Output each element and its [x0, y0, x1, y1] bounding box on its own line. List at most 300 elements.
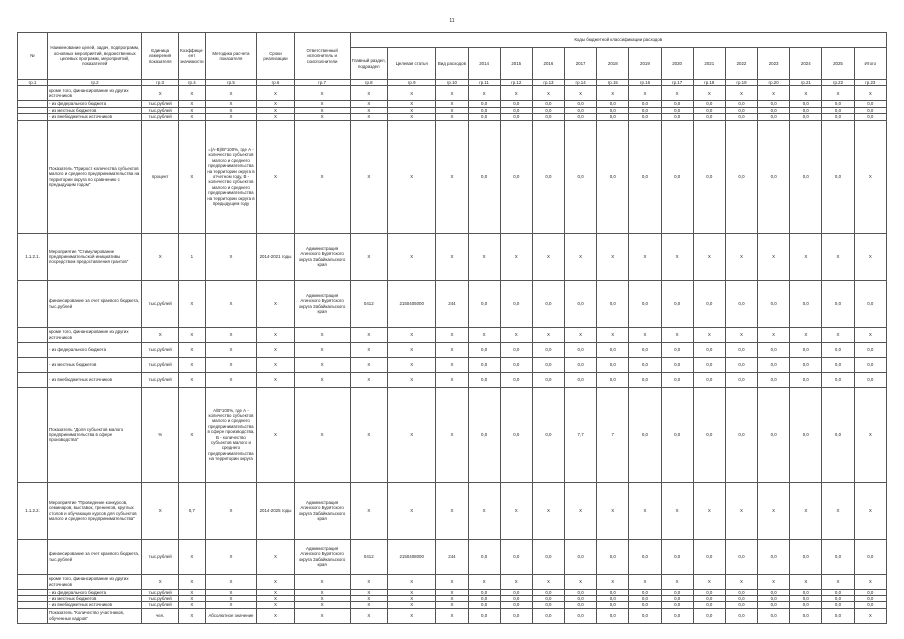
table-cell: 0,0: [758, 387, 790, 482]
row-name-cell: Мероприятие "Стимулирование предпринимательской инициативы посредством предоставления грантов": [48, 233, 142, 280]
table-cell: 0,0: [693, 107, 725, 113]
table-cell: 0,0: [661, 114, 693, 120]
program-table: [17, 32, 887, 624]
table-cell: 0,0: [661, 539, 693, 574]
row-number-cell: [18, 327, 48, 342]
table-cell: X: [854, 233, 886, 280]
table-cell: 0,0: [693, 372, 725, 387]
table-cell: 0,0: [725, 101, 757, 107]
table-cell: 1: [178, 233, 205, 280]
table-cell: X: [257, 574, 295, 589]
table-cell: X: [388, 120, 436, 233]
table-cell: X: [294, 101, 350, 107]
table-cell: 0,0: [725, 120, 757, 233]
table-cell: X: [178, 602, 205, 608]
table-cell: 0,0: [758, 342, 790, 357]
col-year: 2015: [500, 48, 532, 80]
table-cell: X: [790, 482, 822, 539]
column-number: гр.18: [693, 80, 725, 86]
table-cell: 0,0: [693, 101, 725, 107]
table-cell: 0412: [350, 280, 388, 327]
table-cell: 0,0: [758, 357, 790, 372]
table-cell: 0,0: [822, 372, 854, 387]
table-cell: 0,0: [758, 602, 790, 608]
table-cell: 0,0: [468, 589, 500, 595]
table-cell: 0,0: [758, 107, 790, 113]
table-cell: 0,0: [500, 107, 532, 113]
table-cell: X: [350, 387, 388, 482]
table-cell: X: [790, 327, 822, 342]
table-cell: X: [178, 608, 205, 623]
table-cell: X: [388, 387, 436, 482]
table-cell: 0,0: [629, 357, 661, 372]
table-cell: X: [790, 233, 822, 280]
row-number-cell: [18, 372, 48, 387]
table-cell: 0,0: [629, 114, 661, 120]
table-cell: X: [854, 120, 886, 233]
table-cell: 0,0: [758, 114, 790, 120]
row-name-cell: кроме того, финансирование из других источников: [48, 327, 142, 342]
table-cell: X: [436, 327, 468, 342]
table-cell: X: [142, 482, 178, 539]
table-cell: тыс.рублей: [142, 357, 178, 372]
table-cell: Администрация Агинского Бурятского округа Забайкальского края: [294, 539, 350, 574]
table-cell: 0,0: [597, 596, 629, 602]
table-cell: 0,0: [661, 372, 693, 387]
row-name-cell: - из местных бюджетов: [48, 596, 142, 602]
table-cell: X: [257, 387, 295, 482]
table-cell: X: [205, 589, 256, 595]
table-cell: X: [629, 574, 661, 589]
table-cell: X: [178, 101, 205, 107]
table-cell: X: [597, 574, 629, 589]
table-cell: X: [758, 574, 790, 589]
col-year: 2024: [790, 48, 822, 80]
column-number: гр.6: [257, 80, 295, 86]
table-cell: 0,0: [661, 596, 693, 602]
table-cell: X: [388, 482, 436, 539]
table-cell: 0,0: [758, 280, 790, 327]
table-cell: 0,0: [854, 101, 886, 107]
table-cell: 0,0: [693, 357, 725, 372]
table-cell: X: [205, 233, 256, 280]
table-cell: X: [178, 342, 205, 357]
table-row: [18, 387, 887, 482]
table-cell: X: [294, 86, 350, 101]
table-cell: X: [532, 482, 564, 539]
table-cell: X: [205, 327, 256, 342]
table-cell: 0,0: [790, 539, 822, 574]
table-cell: X: [468, 574, 500, 589]
table-cell: X: [294, 589, 350, 595]
table-cell: X: [350, 86, 388, 101]
table-cell: X: [142, 233, 178, 280]
table-cell: X: [350, 372, 388, 387]
table-cell: X: [350, 589, 388, 595]
table-cell: X: [822, 574, 854, 589]
table-cell: 0,0: [693, 608, 725, 623]
table-cell: 0,0: [693, 114, 725, 120]
table-cell: 0,0: [565, 342, 597, 357]
table-cell: 0,0: [565, 120, 597, 233]
table-cell: 0,0: [597, 120, 629, 233]
table-cell: 0,0: [468, 372, 500, 387]
table-cell: 0,0: [661, 357, 693, 372]
table-cell: 0,0: [565, 539, 597, 574]
table-cell: 2014-2021 годы: [257, 233, 295, 280]
table-cell: X: [388, 342, 436, 357]
table-cell: X: [500, 233, 532, 280]
table-cell: 0,0: [597, 539, 629, 574]
table-cell: 0412: [350, 539, 388, 574]
table-cell: X: [388, 233, 436, 280]
table-cell: X: [436, 107, 468, 113]
table-cell: 0,0: [790, 107, 822, 113]
table-cell: X: [294, 342, 350, 357]
row-name-cell: кроме того, финансирование из других источников: [48, 86, 142, 101]
table-cell: X: [436, 233, 468, 280]
table-cell: 0,0: [822, 342, 854, 357]
table-cell: X: [725, 233, 757, 280]
table-cell: 0,0: [693, 539, 725, 574]
table-cell: X: [388, 357, 436, 372]
table-row: [18, 357, 887, 372]
table-cell: 0,0: [661, 280, 693, 327]
table-row: [18, 482, 887, 539]
table-cell: 0,0: [693, 387, 725, 482]
table-row: [18, 327, 887, 342]
column-number: гр.11: [468, 80, 500, 86]
table-cell: X: [693, 574, 725, 589]
table-cell: 0,0: [532, 372, 564, 387]
table-cell: X: [822, 86, 854, 101]
table-cell: 0,0: [565, 372, 597, 387]
table-cell: X: [388, 589, 436, 595]
table-cell: X: [790, 86, 822, 101]
table-cell: X: [436, 596, 468, 602]
col-year: 2014: [468, 48, 500, 80]
table-cell: 0,0: [854, 342, 886, 357]
table-cell: 0,0: [822, 589, 854, 595]
table-cell: X: [436, 589, 468, 595]
table-cell: 7: [597, 387, 629, 482]
table-cell: X: [178, 596, 205, 602]
table-cell: 0,0: [629, 107, 661, 113]
table-cell: 0,0: [565, 107, 597, 113]
table-cell: 0,0: [758, 372, 790, 387]
table-cell: 0,0: [532, 602, 564, 608]
table-cell: X: [436, 482, 468, 539]
column-number: гр.13: [532, 80, 564, 86]
table-cell: =(A-B)/B*100%, где А - количество субъектов малого и среднего предпринимательства на территории округа в отчетном году, В - количество субъектов малого и среднего предпринимательства на территории округа в предыдущем году: [205, 120, 256, 233]
table-cell: 0,0: [468, 120, 500, 233]
table-cell: X: [468, 482, 500, 539]
table-cell: X: [661, 482, 693, 539]
table-cell: 0,0: [693, 589, 725, 595]
column-number: гр.15: [597, 80, 629, 86]
table-cell: 0,7: [178, 482, 205, 539]
column-number: гр.1: [18, 80, 48, 86]
table-cell: X: [468, 327, 500, 342]
table-cell: 0,0: [532, 120, 564, 233]
table-cell: 0,0: [758, 101, 790, 107]
table-cell: X: [257, 107, 295, 113]
table-cell: X: [854, 86, 886, 101]
col-total: Итого: [854, 48, 886, 80]
table-cell: 0,0: [532, 539, 564, 574]
table-cell: 0,0: [661, 589, 693, 595]
table-cell: X: [500, 86, 532, 101]
table-cell: процент: [142, 120, 178, 233]
table-cell: 0,0: [565, 280, 597, 327]
table-cell: тыс.рублей: [142, 101, 178, 107]
table-cell: 0,0: [468, 342, 500, 357]
table-cell: 0,0: [822, 280, 854, 327]
table-cell: 0,0: [597, 589, 629, 595]
table-cell: X: [693, 86, 725, 101]
table-cell: X: [205, 482, 256, 539]
table-cell: 0,0: [822, 114, 854, 120]
table-cell: 0,0: [661, 101, 693, 107]
table-cell: X: [257, 372, 295, 387]
row-number-cell: [18, 86, 48, 101]
table-cell: 0,0: [500, 120, 532, 233]
table-cell: 7,7: [565, 387, 597, 482]
table-cell: 0,0: [854, 107, 886, 113]
table-cell: X: [388, 608, 436, 623]
table-cell: 0,0: [532, 342, 564, 357]
table-cell: X: [532, 574, 564, 589]
table-cell: 0,0: [565, 114, 597, 120]
table-cell: X: [294, 357, 350, 372]
table-cell: 0,0: [468, 101, 500, 107]
table-cell: 244: [436, 280, 468, 327]
table-cell: X: [629, 482, 661, 539]
table-cell: X: [388, 574, 436, 589]
table-cell: X: [436, 574, 468, 589]
table-cell: 0,0: [597, 602, 629, 608]
table-cell: тыс.рублей: [142, 107, 178, 113]
table-cell: X: [758, 327, 790, 342]
table-cell: X: [436, 357, 468, 372]
table-cell: X: [178, 280, 205, 327]
table-cell: 0,0: [500, 357, 532, 372]
column-number: гр.19: [725, 80, 757, 86]
row-name-cell: - из внебюджетных источников: [48, 602, 142, 608]
col-year: 2020: [661, 48, 693, 80]
table-cell: X: [436, 114, 468, 120]
table-cell: X: [629, 327, 661, 342]
table-cell: X: [350, 101, 388, 107]
table-cell: 0,0: [500, 539, 532, 574]
table-cell: 2014-2025 годы: [257, 482, 295, 539]
table-cell: X: [436, 120, 468, 233]
table-cell: 0,0: [661, 608, 693, 623]
row-name-cell: Показатель "Количество участников, обученных кадров": [48, 608, 142, 623]
table-cell: 0,0: [822, 608, 854, 623]
table-cell: X: [661, 327, 693, 342]
table-row: [18, 342, 887, 357]
col-year: 2025: [822, 48, 854, 80]
table-cell: X: [142, 327, 178, 342]
table-cell: X: [758, 482, 790, 539]
col-unit: Единица измерения показателя: [142, 33, 178, 80]
table-cell: X: [822, 233, 854, 280]
table-cell: 0,0: [597, 101, 629, 107]
table-cell: 0,0: [468, 608, 500, 623]
col-no: №: [18, 33, 48, 80]
table-cell: 0,0: [468, 107, 500, 113]
table-cell: 0,0: [693, 596, 725, 602]
table-cell: X: [661, 574, 693, 589]
table-cell: 0,0: [822, 539, 854, 574]
column-number: гр.16: [629, 80, 661, 86]
table-cell: X: [436, 86, 468, 101]
table-cell: тыс.рублей: [142, 589, 178, 595]
table-cell: 0,0: [468, 357, 500, 372]
table-cell: 0,0: [693, 280, 725, 327]
table-cell: 0,0: [597, 280, 629, 327]
table-cell: X: [693, 482, 725, 539]
table-cell: X: [790, 574, 822, 589]
column-number: гр.21: [790, 80, 822, 86]
table-cell: 0,0: [725, 539, 757, 574]
table-cell: 0,0: [725, 608, 757, 623]
table-cell: X: [350, 107, 388, 113]
table-cell: 0,0: [629, 342, 661, 357]
table-cell: X: [388, 596, 436, 602]
table-cell: X: [178, 372, 205, 387]
table-cell: 2150408000: [388, 539, 436, 574]
table-cell: 0,0: [790, 589, 822, 595]
row-name-cell: - из федерального бюджета: [48, 342, 142, 357]
table-cell: 0,0: [565, 589, 597, 595]
table-cell: X: [597, 482, 629, 539]
table-cell: X: [500, 482, 532, 539]
table-cell: 0,0: [661, 387, 693, 482]
table-cell: X: [388, 372, 436, 387]
table-cell: X: [500, 574, 532, 589]
table-cell: 0,0: [500, 280, 532, 327]
row-number-cell: [18, 608, 48, 623]
table-cell: 0,0: [629, 120, 661, 233]
table-cell: 0,0: [790, 357, 822, 372]
table-cell: X: [205, 101, 256, 107]
table-cell: 0,0: [500, 589, 532, 595]
table-cell: 0,0: [790, 101, 822, 107]
table-cell: X: [725, 574, 757, 589]
table-cell: 0,0: [790, 387, 822, 482]
table-cell: Администрация Агинского Бурятского округа Забайкальского края: [294, 280, 350, 327]
table-cell: X: [350, 342, 388, 357]
table-cell: X: [178, 120, 205, 233]
table-cell: X: [350, 482, 388, 539]
table-cell: X: [350, 602, 388, 608]
table-cell: 0,0: [565, 596, 597, 602]
table-cell: X: [436, 602, 468, 608]
table-cell: X: [436, 387, 468, 482]
table-cell: тыс.рублей: [142, 114, 178, 120]
table-row: [18, 372, 887, 387]
table-cell: X: [565, 327, 597, 342]
col-year: 2018: [597, 48, 629, 80]
col-name: Наименование целей, задач, подпрограмм, основных мероприятий, ведомственных целевых программ, мероприятий, показателей: [48, 33, 142, 80]
table-cell: 0,0: [790, 280, 822, 327]
row-name-cell: - из внебюджетных источников: [48, 372, 142, 387]
table-cell: X: [205, 107, 256, 113]
column-number: гр.5: [205, 80, 256, 86]
table-cell: X: [350, 233, 388, 280]
table-cell: тыс.рублей: [142, 342, 178, 357]
table-cell: 0,0: [597, 107, 629, 113]
table-row: [18, 280, 887, 327]
table-cell: Администрация Агинского Бурятского округа Забайкальского края: [294, 482, 350, 539]
table-cell: X: [294, 327, 350, 342]
row-name-cell: финансирование за счет краевого бюджета, тыс.рублей: [48, 539, 142, 574]
table-cell: X: [257, 596, 295, 602]
table-cell: 0,0: [758, 596, 790, 602]
table-cell: X: [294, 387, 350, 482]
table-cell: X: [294, 107, 350, 113]
table-cell: %: [142, 387, 178, 482]
table-row: [18, 608, 887, 623]
table-cell: X: [854, 574, 886, 589]
table-cell: X: [725, 86, 757, 101]
row-name-cell: Мероприятие "Проведение конкурсов, семинаров, выставок, тренингов, круглых столов и обучающих курсов для субъектов малого и среднего предпринимательства": [48, 482, 142, 539]
table-cell: 0,0: [565, 602, 597, 608]
table-cell: X: [178, 574, 205, 589]
table-cell: X: [565, 574, 597, 589]
table-row: [18, 233, 887, 280]
table-cell: X: [257, 608, 295, 623]
table-cell: X: [178, 589, 205, 595]
column-number: гр.10: [436, 80, 468, 86]
table-cell: X: [178, 327, 205, 342]
column-number: гр.14: [565, 80, 597, 86]
table-cell: X: [532, 86, 564, 101]
table-cell: 0,0: [500, 602, 532, 608]
table-cell: X: [205, 86, 256, 101]
column-number: гр.23: [854, 80, 886, 86]
col-terms: Сроки реализации: [257, 33, 295, 80]
col-coef: Коэффици-ент значимости: [178, 33, 205, 80]
row-name-cell: Показатель "Доля субъектов малого предпринимательства в сфере производства": [48, 387, 142, 482]
table-cell: 0,0: [597, 372, 629, 387]
table-cell: X: [758, 233, 790, 280]
col-year: 2019: [629, 48, 661, 80]
table-cell: 0,0: [468, 114, 500, 120]
table-cell: 0,0: [500, 114, 532, 120]
table-cell: 0,0: [725, 114, 757, 120]
table-cell: X: [629, 233, 661, 280]
table-cell: X: [532, 327, 564, 342]
table-cell: 0,0: [790, 372, 822, 387]
table-cell: X: [388, 107, 436, 113]
table-cell: 0,0: [758, 539, 790, 574]
table-cell: X: [257, 357, 295, 372]
table-cell: 0,0: [565, 608, 597, 623]
table-cell: 0,0: [725, 357, 757, 372]
table-cell: X: [294, 372, 350, 387]
table-cell: X: [693, 327, 725, 342]
table-cell: 0,0: [758, 608, 790, 623]
table-cell: 0,0: [661, 602, 693, 608]
column-number: гр.3: [142, 80, 178, 86]
table-cell: 0,0: [532, 608, 564, 623]
table-cell: 0,0: [822, 602, 854, 608]
table-cell: X: [142, 86, 178, 101]
table-cell: 0,0: [790, 120, 822, 233]
